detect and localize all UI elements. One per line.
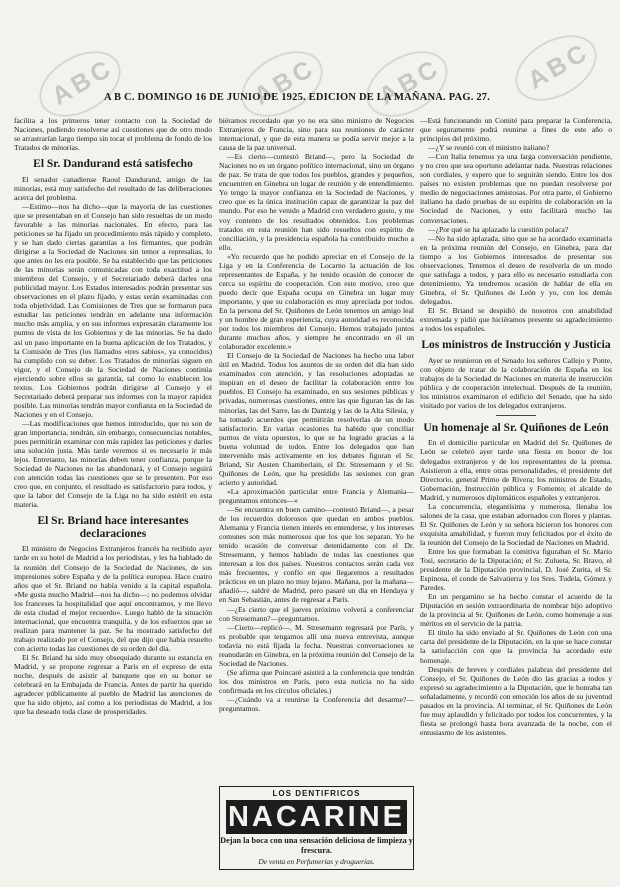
paragraph: —Cierto—replicó—. M. Stresemann regresará por París, y es probable que tengamos allí una nueva entrevista, aunque todavía no está fijada la fecha. Nuestras conversaciones se reanudarán en Ginebra, en la próxima reunión del Consejo de la Sociedad de Naciones.: [219, 622, 414, 668]
paragraph: facilita a los primeros tener contacto con la Sociedad de Naciones, pudiendo resolverse así cuestiones que de otro modo se arrastrarían largo tiempo sin tocar el problema de fondo de los Tratados de minorías.: [14, 116, 212, 153]
paragraph: El Sr. Briand ha sido muy obsequiado durante su estancia en Madrid, y se propone regresar a París en el expreso de esta noche, después de asistir al banquete que en su honor se celebrará en la Embajada de Francia. Antes de partir ha querido agradecer públicamente al pueblo de Madrid las atenciones de que ha sido objeto, así como a los periodistas de Madrid, a los que ha deseado toda clase de prosperidades.: [14, 652, 212, 717]
paragraph: Después de breves y cordiales palabras del presidente del Consejo, el Sr. Quiñones de León dio las gracias a todos y expresó su agradecimiento a la Diputación, que le honraba tan señaladamente, y recordó con emoción los años de su juventud pasados en la provincia. Al terminar, el Sr. Quiñones de León fue muy aplaudido y felicitado por todos los concurrentes, y la fiesta se prolongó hasta hora avanzada de la noche, con el entusiasmo de los asistentes.: [420, 664, 612, 737]
paragraph: —¿Y se reunió con el ministro italiano?: [428, 143, 550, 153]
paragraph: El Sr. Briand se despidió de nosotros con amabilidad extremada y pidió que hiciéramos presente su agradecimiento a todos los españoles.: [420, 305, 612, 334]
paragraph: Ayer se reunieron en el Senado los señores Callejo y Ponte, con objeto de tratar de la colaboración de España en los trabajos de la Sociedad de Naciones en materia de instrucción pública y de cooperación intelectual. Después de la reunión, los ministros examinaron el edificio del Senado, que ha sido visitado por varios de los delegados extranjeros.: [420, 355, 612, 410]
paragraph: El título ha sido enviado al Sr. Quiñones de León con una carta del presidente de la Diputación, en la que se hace constar la satisfacción con que la provincia ha acordado este homenaje.: [420, 628, 612, 665]
paragraph: En el domicilio particular en Madrid del Sr. Quiñones de León se celebró ayer tarde una fiesta en honor de los delegados extranjeros y de los representantes de la prensa. Asistieron a ella, entre otras personalidades, el presidente del Directorio, general Primo de Rivera; los ministros de Estado, Gobernación, Instrucción pública y Fomento; el alcalde de Madrid, y numerosos diplomáticos españoles y extranjeros.: [420, 438, 612, 502]
divider: [496, 415, 536, 416]
paragraph: —Es cierto—contestó Briand—, pero la Sociedad de Naciones no es un órgano político internacional, sino un órgano de paz. Se trata de que todos los pueblos, grandes y pequeños, encuentren en Ginebra un lugar de reunión y de entendimiento. Yo tengo la mayor confianza en la Sociedad de Naciones, y creo que es la única institución capaz de garantizar la paz del mundo. Por eso he venido a Madrid con verdadero gusto, y me voy contento de los resultados obtenidos. Los problemas tratados en esta reunión han sido resueltos con espíritu de conciliación, y la presidencia española ha contribuido mucho a ello.: [219, 152, 414, 252]
paragraph: —Está funcionando un Comité para preparar la Conferencia, que seguramente podrá reunirse a fines de este año o principios del próximo.: [420, 116, 612, 144]
paragraph: El ministro de Negocios Extranjeros francés ha recibido ayer tarde en su hotel de Madrid a los periodistas, y les ha hablado de la reunión del Consejo de la Sociedad de Naciones, de sus impresiones sobre España y de la política europea. Hace cuatro años que el Sr. Briand no había venido a la capital española. «Me gusta mucho Madrid—nos ha dicho—; no podemos olvidar los franceses la hospitalidad que aquí encontramos, y me llevo de esta ciudad el mejor recuerdo». Luego habló de la situación internacional, que encuentra tranquila, y de los esfuerzos que se realizan para mantener la paz. Se ha mostrado satisfecho del trabajo realizado por el Consejo, del que dijo que había resuelto con acierto todas las cuestiones de su orden del día.: [14, 544, 212, 653]
column-2: [219, 116, 414, 780]
paragraph: —Las modificaciones que hemos introducido, que no son de gran importancia, tendrán, sin embargo, consecuencias notables, pues permitirán examinar con más rapidez las peticiones y darles una solución justa. Más tarde veremos si es necesario ir más lejos. Entretanto, las minorías deben tener confianza, porque la Sociedad de Naciones no las abandonará, y el Consejo seguirá con atención todas las cuestiones que se le presenten. Por eso creo que, en conjunto, el resultado es satisfactorio para todos, y que la labor del Consejo de la Liga no ha sido estéril en esta materia.: [14, 418, 212, 510]
paragraph: —¿Por qué se ha aplazado la cuestión polaca?: [428, 224, 569, 234]
paragraph: Entre los que formaban la comitiva figuraban el Sr. Mario Tosi, secretario de la Diputación; el Sr. Zulueta, Sr. Bravo, el presidente de la Diputación provincial, D. José Zurita, el Sr. Espinosa, el conde de Salvatierra y los Sres. Tudela, Gómez y Paredes.: [420, 546, 612, 593]
dentifrice-advertisement: [219, 786, 414, 870]
section-heading: El Sr. Briand hace interesantes declaraciones: [37, 515, 189, 540]
watermark-stamp: ABC: [47, 53, 119, 111]
paragraph: (Se afirma que Poincaré asistirá a la conferencia que tendrán los dos ministros en París, pero esta noticia no ha sido confirmada en los círculos oficiales.): [219, 667, 414, 695]
paragraph: —Con Italia tenemos ya una larga conversación pendiente, y no creo que sea oportuno adelantar nada. Nuestras relaciones son cordiales, y espero que lo seguirán siendo. Entre los dos países no existen problemas que no puedan resolverse por medio de negociaciones amistosas. Por otra parte, el Gobierno italiano ha dado pruebas de su espíritu de colaboración en la Sociedad de Naciones, y esto facilitará mucho las conversaciones.: [420, 152, 612, 225]
section-heading: Un homenaje al Sr. Quiñones de León: [423, 421, 609, 434]
watermark-stamp: ABC: [523, 37, 595, 95]
column-1: [14, 116, 212, 882]
paragraph: «Yo recuerdo que he podido apreciar en el Consejo de la Liga y en la Conferencia de Locarno la actuación de los representantes de España, y he tenido ocasión de conocer de cerca su espíritu de cooperación. Con este motivo, creo que puedo decir que España ocupa en Ginebra un lugar muy importante, y que su colaboración es muy apreciada por todos. En la persona del Sr. Quiñones de León tenemos un amigo leal y un hombre de gran experiencia, cuya autoridad es reconocida por todos los miembros del Consejo. Hemos trabajado juntos durante muchos años, y siempre he encontrado en él un colaborador excelente.»: [219, 251, 414, 352]
watermark-stamp: ABC: [374, 53, 446, 111]
paragraph: —No ha sido aplazada, sino que se ha acordado examinarla en la próxima reunión del Consejo, en Ginebra, para dar tiempo a los Gobiernos interesados de presentar sus observaciones. Tenemos el deseo de resolverla de un modo que satisfaga a todos, y para ello es necesario estudiarla con detenimiento. Ya tendremos ocasión de hablar de ella en Ginebra, el Sr. Quiñones de León y yo, con los demás delegados.: [420, 233, 612, 306]
section-heading: Los ministros de Instrucción y Justicia: [421, 339, 611, 352]
paragraph: El Consejo de la Sociedad de Naciones ha hecho una labor útil en Madrid. Todos los asuntos de su orden del día han sido examinados con atención, y las resoluciones adoptadas se inspiran en el deseo de facilitar la colaboración entre los pueblos. El Consejo ha examinado, en sus sesiones públicas y privadas, numerosas cuestiones, entre las que figuran las de las minorías, las del Sarre, las de Dantzig y las de la Alta Silesia, y ha tomado acuerdos que permitirán resolverlas de un modo satisfactorio. En varias ocasiones ha habido que conciliar puntos de vista opuestos, lo que se ha logrado gracias a la buena voluntad de todos. Entre los delegados que han intervenido más activamente en los debates figuran el Sr. Briand, Sir Austen Chamberlain, el Dr. Stresemann y el Sr. Quiñones de León, que ha presidido las sesiones con gran acierto y autoridad.: [219, 351, 414, 487]
page-header: A B C. DOMINGO 16 DE JUNIO DE 1925. EDICION DE LA MAÑANA. PAG. 27.: [104, 92, 491, 103]
paragraph: —Se encuentra en buen camino—contestó Briand—, a pesar de los recuerdos dolorosos que quedan en ambos pueblos. Alemania y Francia tienen interés en entenderse, y los intereses comunes son más numerosos que los que los separan. Yo he tenido ocasión de conversar detenidamente con el Dr. Stresemann, y hemos hablado de todas las cuestiones que interesan a los dos países. Nuestros contactos serán cada vez más frecuentes, y confío en que llegaremos a resultados prácticos en un plazo no muy lejano. Mañana, por la mañana—añadió—, saldré de Madrid, pero pasaré un día en Hendaya y en San Sebastián, antes de regresar a París.: [219, 505, 414, 605]
watermark-stamp: ABC: [249, 53, 321, 111]
ad-availability: De venta en Perfumerías y droguerías.: [258, 857, 375, 866]
paragraph: —Estimo—nos ha dicho—que la mayoría de las cuestiones que se presentaban en el Consejo han sido resueltas de un modo favorable a las minorías nacionales. En efecto, para las peticiones se ha fijado un procedimiento más rápido y completo, y se han dado ciertas garantías a los firmantes, que podrán dirigirse a la Sociedad de Naciones sin temor a represalias, lo que antes no les era posible. Se ha establecido que las peticiones de las minorías serán comunicadas con toda exactitud a los miembros del Consejo, y el Secretariado deberá darles una publicidad mayor. Los Estados interesados podrán presentar sus observaciones en el plazo fijado, y estas serán examinadas con toda objetividad. Las Comisiones de Tres que se formaron para estudiar las peticiones tendrán en adelante una información mucho más amplia, y en sus informes expresarán claramente los puntos de vista de los Gobiernos y de las minorías. Se ha dado así un paso importante en la buena aplicación de los Tratados, y la Comisión de Tres (los llamados «tres sabios», ya conocidos) ha cumplido con su deber. Los Tratados de minorías siguen en vigor, y el Consejo de la Sociedad de Naciones continúa ejerciendo sobre ellos su garantía, tal como lo establecen los textos. Los Gobiernos podrán dirigirse al Consejo y el Secretariado deberá preparar sus informes con la mayor rapidez posible. Las minorías tendrán mayor confianza en la Sociedad de Naciones y en el Consejo.: [14, 201, 212, 419]
paragraph: biéramos recordado que yo no era sino ministro de Negocios Extranjeros de Francia, sino para sus reuniones de carácter internacional, y que de esta manera se podía servir mejor a la causa de la paz universal.: [219, 116, 414, 153]
paragraph: La concurrencia, elegantísima y numerosa, llenaba los salones de la casa, que estaban adornados con flores y plantas. El Sr. Quiñones de León y su señora hicieron los honores con exquisita amabilidad, y fueron muy felicitados por el éxito de la reunión del Consejo de la Sociedad de Naciones en Madrid.: [420, 501, 612, 547]
paragraph: «La aproximación particular entre Francia y Alemania—preguntamos entonces—»: [219, 486, 414, 505]
paragraph: El senador canadiense Raoul Dandurand, amigo de las minorías, está muy satisfecho del resultado de las deliberaciones acerca del problema.: [14, 174, 212, 202]
ad-tagline: LOS DENTIFRICOS: [272, 789, 361, 798]
column-3: [420, 116, 612, 882]
ad-slogan: Dejan la boca con una sensación deliciosa de limpieza y frescura.: [220, 836, 413, 855]
section-heading: El Sr. Dandurand está satisfecho: [33, 158, 193, 171]
paragraph: —¿Es cierto que el jueves próximo volverá a conferenciar con Stresemann?—preguntamos.: [219, 604, 414, 623]
paragraph: —¿Cuándo va a reunirse la Conferencia del desarme?—preguntamos.: [219, 695, 414, 714]
paragraph: En un pergamino se ha hecho constar el acuerdo de la Diputación en sesión extraordinaria de nombrar hijo adoptivo de la provincia al Sr. Quiñones de León, como homenaje a sus méritos en el servicio de la patria.: [420, 592, 612, 629]
ad-brand-name: NACARINE: [227, 801, 406, 833]
